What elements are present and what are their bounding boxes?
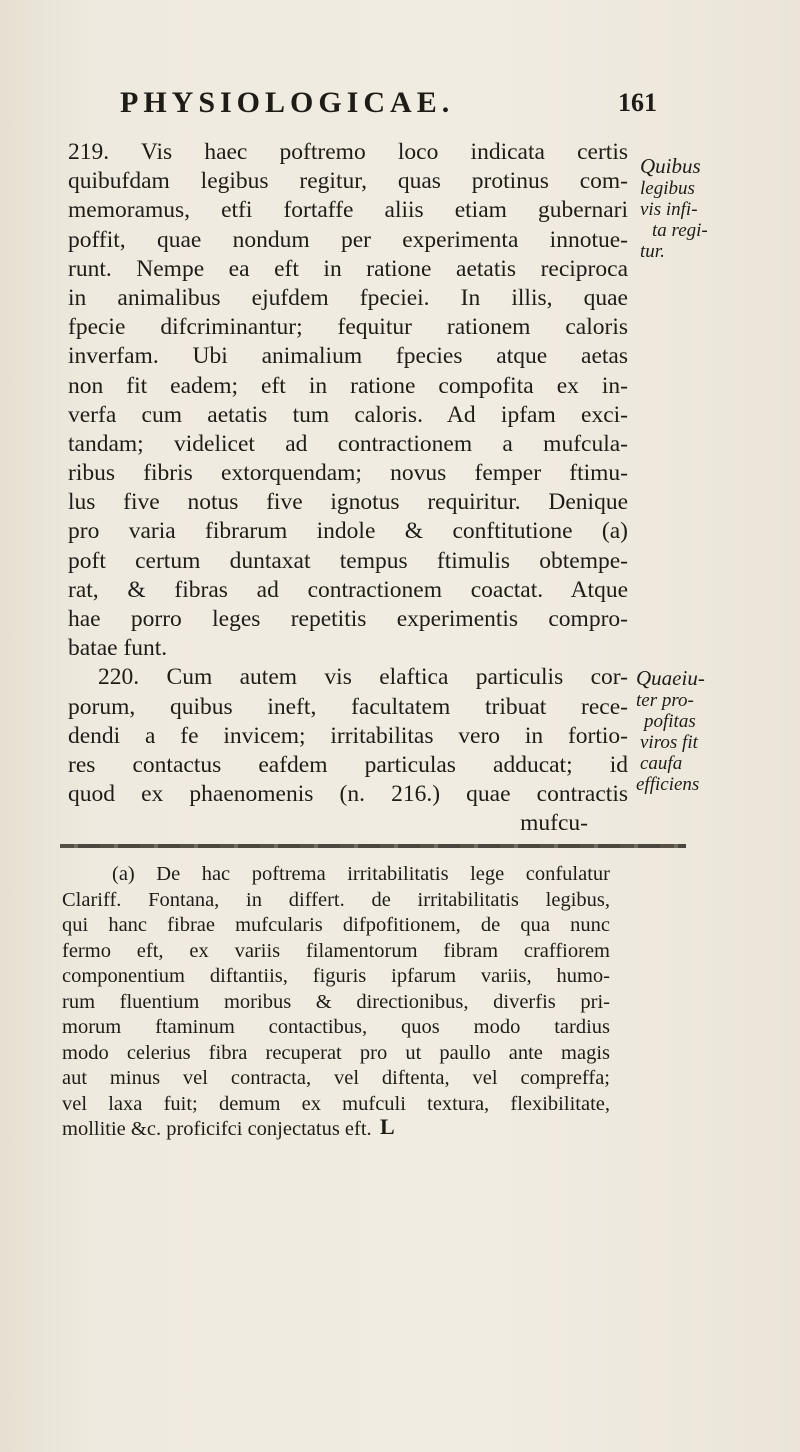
footnote-line: rum fluentium moribus & directionibus, diverfis pri-: [62, 990, 610, 1013]
text-line: pro varia fibrarum indole & conftitutione (a): [68, 518, 628, 545]
text-line: verfa cum aetatis tum caloris. Ad ipfam exci-: [68, 401, 628, 428]
text-line: memoramus, etfi fortaffe aliis etiam gubernari: [68, 197, 628, 224]
margin-note: vis infi-: [640, 199, 698, 220]
text-line: inverfam. Ubi animalium fpecies atque aetas: [68, 343, 628, 370]
footnote-rule: [60, 844, 686, 848]
margin-note: Quaeiu-: [636, 666, 705, 690]
margin-note: tur.: [640, 241, 665, 262]
margin-note: caufa: [640, 753, 683, 774]
text-line: porum, quibus ineft, facultatem tribuat rece-: [68, 693, 628, 720]
footnote-line: aut minus vel contracta, vel diftenta, vel compreffa;: [62, 1067, 610, 1089]
footnote-line: fermo eft, ex variis filamentorum fibram craffiorem: [62, 939, 610, 962]
text-line: dendi a fe invicem; irritabilitas vero in fortio-: [68, 722, 628, 749]
text-line: poffit, quae nondum per experimenta innotue-: [68, 226, 628, 253]
text-line: tandam; videlicet ad contractionem a mufcula-: [68, 430, 628, 457]
text-line: runt. Nempe ea eft in ratione aetatis reciproca: [68, 255, 628, 282]
signature-mark: L: [380, 1114, 395, 1139]
margin-note: ter pro-: [636, 690, 694, 711]
margin-note: legibus: [640, 178, 695, 199]
text-line: non fit eadem; eft in ratione compofita ex in-: [68, 372, 628, 399]
footnote-line: modo celerius fibra recuperat pro ut paullo ante magis: [62, 1041, 610, 1064]
margin-note: viros fit: [640, 732, 698, 753]
footnote-line: morum ftaminum contactibus, quos modo tardius: [62, 1016, 610, 1038]
running-head: PHYSIOLOGICAE.: [120, 86, 455, 119]
text-line: 220. Cum autem vis elaftica particulis cor-: [98, 664, 628, 691]
footnote-line: qui hanc fibrae mufcularis difpofitionem, de qua nunc: [62, 914, 610, 936]
text-line: 219. Vis haec poftremo loco indicata certis: [68, 139, 628, 165]
footnote-block: [62, 862, 610, 1143]
margin-note: pofitas: [644, 711, 696, 732]
page-number: 161: [618, 88, 657, 117]
margin-note: Quibus: [640, 154, 701, 178]
page-header: [90, 86, 690, 122]
text-line: poft certum duntaxat tempus ftimulis obtempe-: [68, 547, 628, 574]
text-line: hae porro leges repetitis experimentis compro-: [68, 606, 628, 632]
main-text-block: [68, 138, 628, 839]
footnote-line: mollitie &c. proficifci conjectatus eft.: [62, 1118, 372, 1140]
text-line: lus five notus five ignotus requiritur. Denique: [68, 489, 628, 516]
text-line: ribus fibris extorquendam; novus femper ftimu-: [68, 460, 628, 487]
text-line: quibufdam legibus regitur, quas protinus com-: [68, 168, 628, 195]
text-line: res contactus eafdem particulas adducat; id: [68, 751, 628, 778]
footnote-line: (a) De hac poftrema irritabilitatis lege confulatur: [112, 863, 610, 885]
footnote-line: componentium diftantiis, figuris ipfarum variis, humo-: [62, 965, 610, 987]
text-line: quod ex phaenomenis (n. 216.) quae contractis: [68, 781, 628, 808]
margin-note: efficiens: [636, 774, 700, 795]
footnote-line: vel laxa fuit; demum ex mufculi textura, flexibilitate,: [62, 1092, 610, 1115]
text-line: mufcu-: [520, 810, 588, 837]
margin-note: ta regi-: [652, 220, 708, 241]
text-line: in animalibus ejufdem fpeciei. In illis, quae: [68, 284, 628, 311]
text-line: batae funt.: [68, 635, 168, 662]
text-line: fpecie difcriminantur; fequitur rationem caloris: [68, 314, 628, 341]
footnote-line: Clariff. Fontana, in differt. de irritabilitatis legibus,: [62, 888, 610, 911]
text-line: rat, & fibras ad contractionem coactat. Atque: [68, 576, 628, 603]
